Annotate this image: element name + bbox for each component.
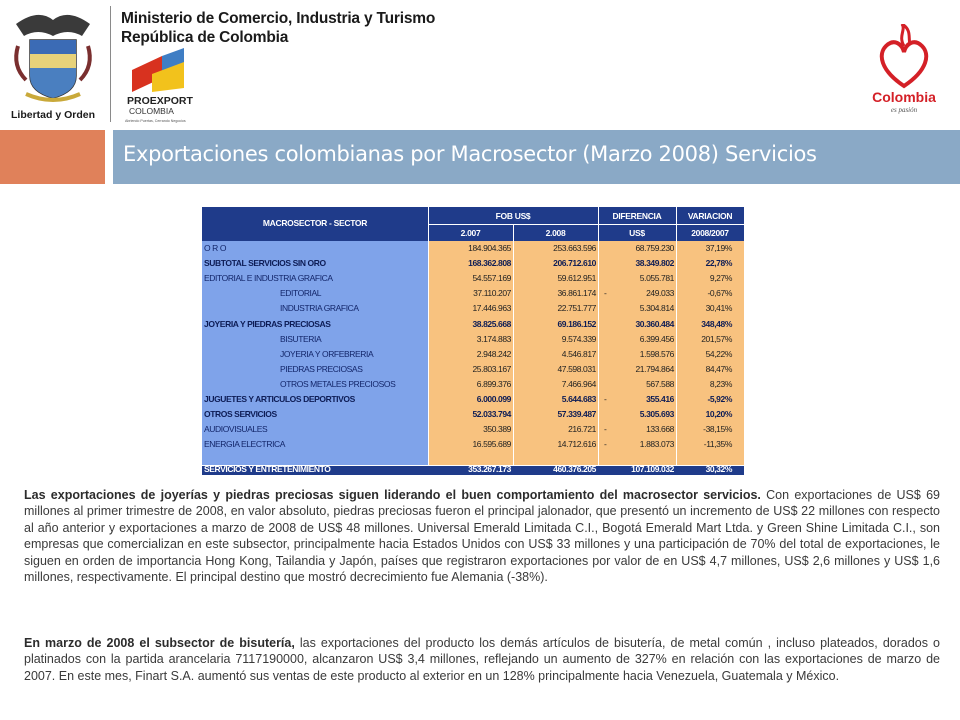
- row-2007: 6.000.099: [476, 394, 511, 404]
- row-var: -11,35%: [703, 439, 732, 450]
- row-2008: 36.861.174: [557, 288, 596, 299]
- row-2007: 25.803.167: [472, 363, 511, 374]
- row-diff: 355.416: [646, 394, 674, 404]
- row-var: 54,22%: [705, 348, 732, 359]
- row-negative-sign: -: [604, 424, 607, 435]
- row-label: JOYERIA Y ORFEBRERIA: [280, 348, 374, 359]
- header-2007: 2.007: [460, 228, 481, 238]
- ministry-heading: [121, 9, 435, 47]
- coat-of-arms-icon: [8, 6, 98, 122]
- table-row: [202, 241, 744, 256]
- country-name: República de Colombia: [121, 29, 289, 46]
- total-label: SERVICIOS Y ENTRETENIMIENTO: [204, 464, 331, 474]
- row-negative-sign: -: [604, 394, 607, 404]
- proexport-name: PROEXPORT: [127, 95, 193, 107]
- header-2008: 2.008: [545, 228, 566, 238]
- row-diff: 68.759.230: [635, 243, 674, 253]
- paragraph-bijouterie-lead: En marzo de 2008 el subsector de bisutería,: [24, 636, 295, 650]
- paragraph-jewelry: [24, 487, 940, 585]
- total-var: 30,32%: [705, 464, 732, 474]
- row-2008: 9.574.339: [561, 333, 596, 344]
- row-diff: 133.668: [646, 424, 674, 435]
- row-var: -38,15%: [703, 424, 732, 435]
- paragraph-jewelry-body: Con exportaciones de US$ 69 millones al primer trimestre de 2008, en valor absoluto, piedras preciosas fueron el principal jalonador, que presentó un incremento de US$ 22 millones con respecto al año anterior y exportaciones a marzo de 2008 de US$ 48 millones. Universal Emerald Limitada C.I., Bogotá Emerald Mart Ltda. y Green Shine Limitada C.I., son empresas que comercializan en este subsector, principalmente hacia Estados Unidos con US$ 33 millones y una participación de 70% del total de exportaciones, le siguen en orden de importancia Hong Kong, Tailandia y Japón, países que registraron exportaciones por valor de en US$ 4,7 millones, US$ 2,6 millones y US$ 1,6 millones, respectivamente. El principal destino que mostró decrecimiento fue Alemania (-38%).: [24, 488, 941, 585]
- row-2007: 37.110.207: [473, 288, 511, 299]
- row-2008: 253.663.596: [553, 243, 596, 253]
- row-label: INDUSTRIA GRAFICA: [280, 303, 359, 314]
- row-var: 10,20%: [705, 409, 732, 420]
- page-header: [0, 0, 960, 128]
- row-2007: 17.446.963: [472, 303, 511, 314]
- row-diff: 567.588: [646, 378, 674, 389]
- row-diff: 5.304.814: [639, 303, 674, 314]
- row-2008: 14.712.616: [557, 439, 596, 450]
- row-2007: 6.899.376: [476, 378, 511, 389]
- table-total-row: [202, 466, 744, 475]
- row-var: 30,41%: [705, 303, 732, 314]
- table-row: [202, 347, 744, 362]
- row-label: JOYERIA Y PIEDRAS PRECIOSAS: [204, 318, 331, 329]
- proexport-logo-icon: [124, 48, 196, 126]
- row-2007: 168.362.808: [468, 258, 511, 269]
- row-2007: 38.825.668: [472, 318, 511, 329]
- row-label: O R O: [204, 243, 227, 253]
- row-2008: 57.339.487: [557, 409, 596, 420]
- row-label: PIEDRAS PRECIOSAS: [280, 363, 363, 374]
- table-row: [202, 437, 744, 452]
- row-var: 348,48%: [701, 318, 732, 329]
- slide-title: Exportaciones colombianas por Macrosector (Marzo 2008) Servicios: [123, 142, 817, 166]
- row-2007: 52.033.794: [472, 409, 511, 420]
- row-diff: 1.598.576: [639, 348, 674, 359]
- table-header: [202, 207, 744, 241]
- table-row: [202, 286, 744, 301]
- table-row: [202, 377, 744, 392]
- row-2007: 54.557.169: [472, 273, 511, 284]
- row-negative-sign: -: [604, 439, 607, 450]
- paragraph-jewelry-lead: Las exportaciones de joyerías y piedras preciosas siguen liderando el buen comportamiento del macrosector servicios.: [24, 488, 761, 502]
- row-label: AUDIOVISUALES: [204, 424, 268, 435]
- total-2008: 460.376.205: [553, 464, 596, 474]
- row-label: EDITORIAL E INDUSTRIA GRAFICA: [204, 273, 333, 284]
- colombia-brand-icon: [864, 24, 944, 116]
- proexport-tagline: Abriendo Puertas, Cerrando Negocios: [125, 119, 186, 123]
- row-label: OTROS SERVICIOS: [204, 409, 277, 420]
- row-diff: 1.883.073: [639, 439, 674, 450]
- row-diff: 30.360.484: [635, 318, 674, 329]
- total-2007: 353.267.173: [468, 464, 511, 474]
- row-2008: 5.644.683: [561, 394, 596, 404]
- row-negative-sign: -: [604, 288, 607, 299]
- header-macrosector: MACROSECTOR - SECTOR: [262, 218, 368, 228]
- exports-table: [202, 207, 744, 474]
- row-2008: 206.712.610: [553, 258, 596, 269]
- row-var: 84,47%: [705, 363, 732, 374]
- table-row: [202, 362, 744, 377]
- row-2008: 69.186.152: [557, 318, 596, 329]
- row-diff: 5.305.693: [639, 409, 674, 420]
- table-row: [202, 392, 744, 407]
- header-fob: FOB US$: [495, 211, 531, 221]
- row-2008: 22.751.777: [557, 303, 596, 314]
- table-row: [202, 332, 744, 347]
- row-2007: 2.948.242: [476, 348, 511, 359]
- row-label: OTROS METALES PRECIOSOS: [280, 378, 396, 389]
- table-row: [202, 422, 744, 437]
- row-var: 8,23%: [709, 378, 732, 389]
- row-label: ENERGIA ELECTRICA: [204, 439, 286, 450]
- table-row: [202, 407, 744, 422]
- header-period: 2008/2007: [691, 228, 729, 238]
- row-diff: 5.055.781: [639, 273, 674, 284]
- row-var: -0,67%: [707, 288, 732, 299]
- row-var: 201,57%: [701, 333, 732, 344]
- title-bar: [113, 130, 960, 184]
- row-label: EDITORIAL: [280, 288, 322, 299]
- row-label: SUBTOTAL SERVICIOS SIN ORO: [204, 258, 326, 269]
- header-variacion: VARIACION: [687, 211, 733, 221]
- header-usd: US$: [629, 228, 645, 238]
- row-2007: 16.595.689: [472, 439, 511, 450]
- row-diff: 249.033: [646, 288, 674, 299]
- row-var: 22,78%: [705, 258, 732, 269]
- row-diff: 21.794.864: [635, 363, 674, 374]
- row-2008: 4.546.817: [561, 348, 596, 359]
- row-label: BISUTERIA: [280, 333, 322, 344]
- ministry-name: Ministerio de Comercio, Industria y Turismo: [121, 10, 436, 27]
- header-divider: [110, 6, 111, 122]
- colombia-tagline: es pasión: [890, 106, 918, 114]
- total-diff: 107.109.032: [631, 464, 674, 474]
- paragraph-bijouterie-body: las exportaciones del producto los demás artículos de bisutería, de metal común , incluso plateados, dorados o platinados con la partida arancelaria 7117190000, alcanzaron US$ 3,4 millones, reflejando un aumento de 327% en relación con las exportaciones de marzo de 2007. En este mes, Finart S.A. aumentó sus ventas de este producto al exterior en un 128% principalmente hacia Venezuela, Guatemala y México.: [24, 636, 940, 683]
- row-2007: 350.389: [483, 424, 511, 435]
- table-row: [202, 256, 744, 271]
- row-var: -5,92%: [707, 394, 732, 404]
- row-var: 37,19%: [705, 243, 732, 253]
- row-diff: 6.399.456: [639, 333, 674, 344]
- table-row: [202, 271, 744, 286]
- header-diferencia: DIFERENCIA: [612, 211, 662, 221]
- row-2008: 216.721: [568, 424, 596, 435]
- paragraph-bijouterie: [24, 635, 940, 684]
- row-2008: 47.598.031: [557, 363, 596, 374]
- row-2007: 3.174.883: [476, 333, 511, 344]
- row-var: 9,27%: [709, 273, 732, 284]
- row-2008: 7.466.964: [561, 378, 596, 389]
- row-2007: 184.904.365: [468, 243, 511, 253]
- proexport-sub: COLOMBIA: [129, 106, 174, 116]
- title-accent-block: [0, 130, 105, 184]
- motto-text: Libertad y Orden: [10, 109, 96, 121]
- table-row: [202, 301, 744, 316]
- colombia-brand-text: Colombia: [872, 89, 936, 105]
- row-2008: 59.612.951: [557, 273, 596, 284]
- table-row: [202, 317, 744, 332]
- row-label: JUGUETES Y ARTICULOS DEPORTIVOS: [204, 394, 355, 404]
- row-diff: 38.349.802: [635, 258, 674, 269]
